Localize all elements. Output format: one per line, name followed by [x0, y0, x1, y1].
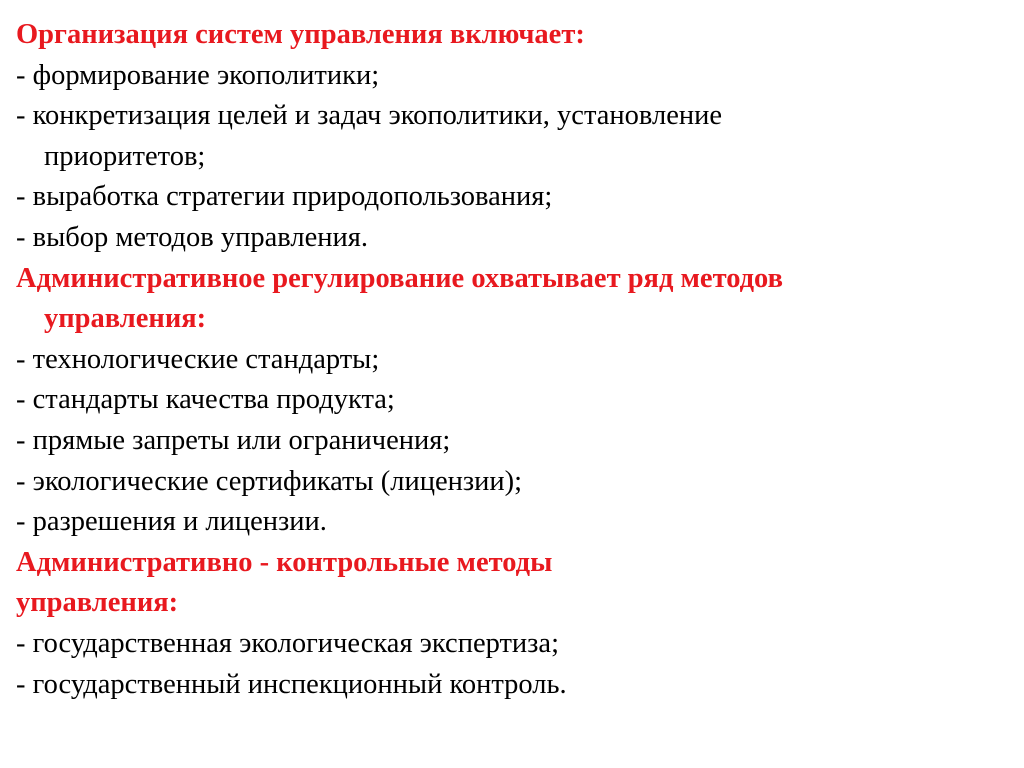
- list-item-goals-concretization-continued: приоритетов;: [44, 140, 206, 172]
- slide-content: [16, 15, 1006, 705]
- heading-management-organization: Организация систем управления включает:: [16, 19, 585, 50]
- heading-administrative-regulation-continued: управления:: [44, 303, 207, 335]
- list-item-eco-policy-formation: - формирование экополитики;: [16, 59, 380, 91]
- list-item-technological-standards: - технологические стандарты;: [16, 343, 380, 375]
- list-item-product-quality-standards: - стандарты качества продукта;: [16, 384, 395, 416]
- list-item-methods-choice: - выбор методов управления.: [16, 221, 368, 253]
- list-item-goals-concretization: - конкретизация целей и задач экополитики, установление: [16, 100, 723, 132]
- list-item-direct-bans: - прямые запреты или ограничения;: [16, 424, 451, 456]
- list-item-permits-licenses: - разрешения и лицензии.: [16, 506, 327, 538]
- heading-control-methods-continued: управления:: [16, 587, 179, 619]
- list-item-state-inspection-control: - государственный инспекционный контроль.: [16, 668, 567, 700]
- list-item-state-eco-expertise: - государственная экологическая экспертиза;: [16, 627, 560, 659]
- list-item-eco-certificates: - экологические сертификаты (лицензии);: [16, 465, 523, 497]
- heading-administrative-regulation: Административное регулирование охватывает ряд методов: [16, 262, 783, 294]
- list-item-strategy-development: - выработка стратегии природопользования;: [16, 181, 553, 213]
- heading-control-methods: Административно - контрольные методы: [16, 546, 553, 578]
